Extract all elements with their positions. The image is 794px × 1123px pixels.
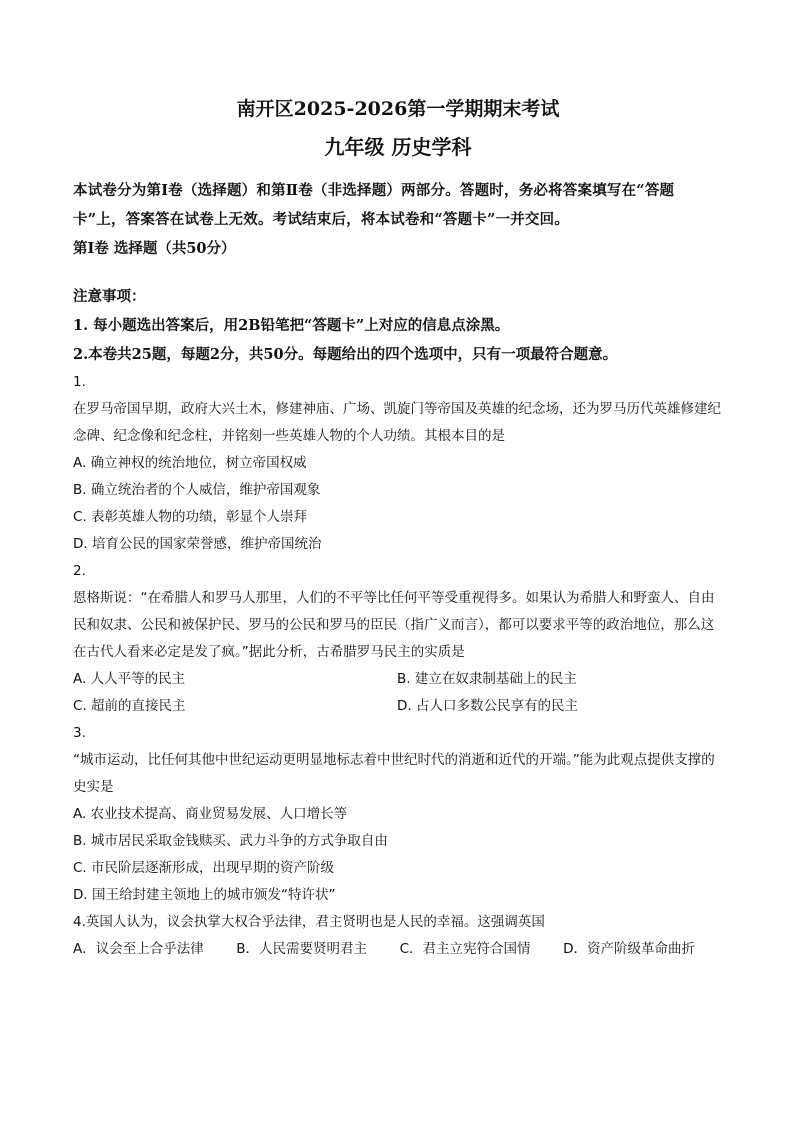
option-a: A．议会至上合乎法律 bbox=[73, 941, 204, 957]
note-item: 1. 每小题选出答案后，用2B铅笔把“答题卡”上对应的信息点涂黑。 bbox=[73, 317, 510, 334]
option-c: C．君主立宪符合国情 bbox=[399, 941, 531, 957]
option-c: C. 表彰英雄人物的功绩，彰显个人崇拜 bbox=[73, 509, 308, 525]
option-b: B. 城市居民采取金钱赎买、武力斗争的方式争取自由 bbox=[73, 833, 388, 849]
note-item: 2.本卷共25题，每题2分，共50分。每题给出的四个选项中，只有一项最符合题意。 bbox=[73, 346, 618, 363]
section-title: 第Ⅰ卷 选择题（共50分） bbox=[73, 240, 236, 257]
exam-instructions: 本试卷分为第Ⅰ卷（选择题）和第Ⅱ卷（非选择题）两部分。答题时，务必将答案填写在“答题卡”上，答案答在试卷上无效。考试结束后，将本试卷和“答题卡”一并交回。 bbox=[73, 182, 675, 228]
option-d: D. 国王给封建主领地上的城市颁发“特许状” bbox=[73, 887, 336, 903]
option-c: C. 市民阶层逐渐形成，出现早期的资产阶级 bbox=[73, 860, 335, 876]
exam-subtitle: 九年级 历史学科 bbox=[324, 135, 472, 159]
option-a: A. 人人平等的民主 bbox=[73, 671, 186, 687]
question-number: 4. bbox=[73, 914, 86, 930]
question-4 bbox=[73, 909, 723, 963]
exam-page bbox=[73, 95, 723, 963]
option-c: C. 超前的直接民主 bbox=[73, 698, 186, 714]
option-a: A. 确立神权的统治地位，树立帝国权威 bbox=[73, 455, 307, 471]
question-number: 3. bbox=[73, 725, 86, 741]
option-d: D．资产阶级革命曲折 bbox=[563, 941, 695, 957]
question-number: 2. bbox=[73, 563, 86, 579]
option-b: B．人民需要贤明君主 bbox=[236, 941, 368, 957]
option-d: D. 培育公民的国家荣誉感，维护帝国统治 bbox=[73, 536, 322, 552]
question-3 bbox=[73, 720, 723, 909]
question-stem: 英国人认为，议会执掌大权合乎法律，君主贤明也是人民的幸福。这强调英国 bbox=[85, 914, 545, 930]
question-stem-line bbox=[73, 909, 723, 936]
question-stem: 恩格斯说：“在希腊人和罗马人那里，人们的不平等比任何平等受重视得多。如果认为希腊人和野蛮人、自由民和奴隶、公民和被保护民、罗马的公民和罗马的臣民（指广义而言），都可以要求平等的政治地位，那么这在古代人看来必定是发了疯。”据此分析，古希腊罗马民主的实质是 bbox=[73, 590, 715, 660]
option-d: D. 占人口多数公民享有的民主 bbox=[397, 698, 578, 714]
notes-heading: 注意事项： bbox=[73, 288, 146, 305]
exam-title: 南开区2025-2026第一学期期末考试 bbox=[236, 98, 560, 120]
option-b: B. 建立在奴隶制基础上的民主 bbox=[397, 671, 577, 687]
option-a: A. 农业技术提高、商业贸易发展、人口增长等 bbox=[73, 806, 348, 822]
question-number: 1. bbox=[73, 374, 86, 390]
question-stem: 在罗马帝国早期，政府大兴土木，修建神庙、广场、凯旋门等帝国及英雄的纪念场，还为罗马历代英雄修建纪念碑、纪念像和纪念柱，并铭刻一些英雄人物的个人功绩。其根本目的是 bbox=[73, 401, 721, 444]
question-2 bbox=[73, 558, 723, 720]
options-grid bbox=[73, 666, 723, 720]
option-b: B. 确立统治者的个人威信，维护帝国观象 bbox=[73, 482, 321, 498]
options-row bbox=[73, 936, 695, 963]
question-stem: “城市运动，比任何其他中世纪运动更明显地标志着中世纪时代的消逝和近代的开端。”能为此观点提供支撑的史实是 bbox=[73, 752, 715, 795]
question-1 bbox=[73, 369, 723, 558]
